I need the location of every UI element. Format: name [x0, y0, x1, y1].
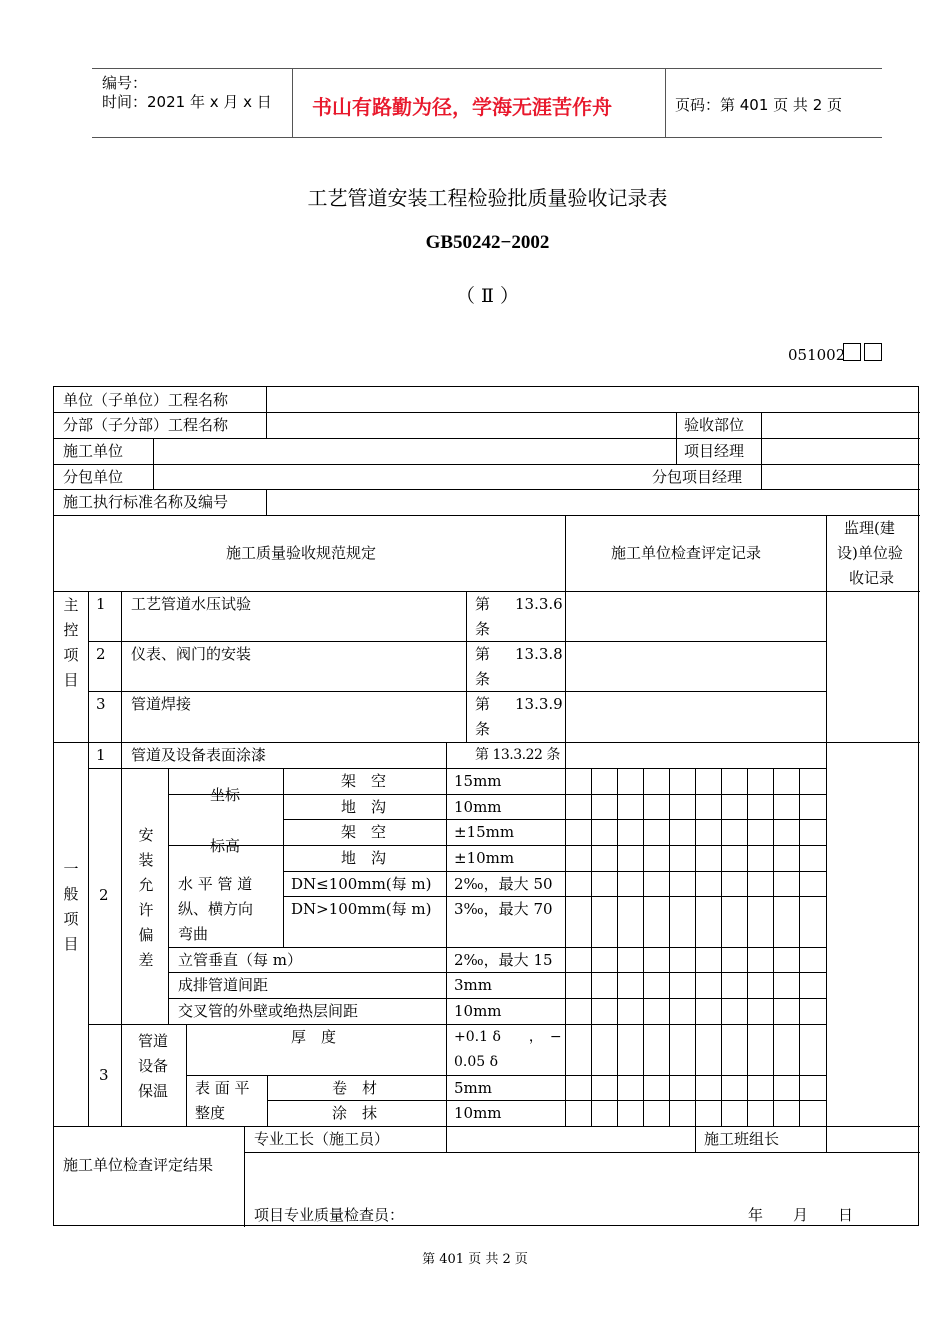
number-label: 编号：: [102, 74, 148, 92]
page-label: 页码：第 401 页 共 2 页: [675, 96, 843, 114]
dn-large-value: 3‰，最大 70: [454, 900, 553, 918]
main-row-2-clause-a: 第: [475, 645, 491, 663]
thickness-label: 厚 度: [291, 1028, 337, 1046]
grid-column-line: [721, 768, 722, 1126]
result-label: 施工单位检查评定结果: [63, 1156, 214, 1174]
supervisor-header-1: 监理(建: [844, 519, 895, 537]
grid-column-line: [591, 768, 592, 1126]
sub-pm-label: 分包项目经理: [652, 468, 743, 486]
main-row-3-clause-c: 条: [475, 720, 491, 738]
grid-column-line: [695, 768, 696, 1126]
subcontractor-label: 分包单位: [63, 468, 124, 486]
grid-column-line: [669, 768, 670, 1126]
doc-code: GB50242−2002: [425, 232, 550, 253]
team-label: 施工班组长: [704, 1130, 780, 1148]
main-row-3-name: 管道焊接: [131, 695, 192, 713]
dn-large-label: DN>100mm(每 m): [291, 900, 432, 918]
foreman-label: 专业工长（施工员）: [254, 1130, 390, 1148]
cross-label: 交叉管的外壁或绝热层间距: [178, 1002, 359, 1020]
elev-label: 标高: [210, 837, 241, 855]
general-row-1-no: 1: [96, 746, 106, 764]
doc-title: 工艺管道安装工程检验批质量验收记录表: [307, 186, 668, 210]
coord-overhead-value: 15mm: [454, 772, 502, 790]
grid-column-line: [617, 768, 618, 1126]
main-row-1-clause-a: 第: [475, 595, 491, 613]
vertical-label: 立管垂直（每 m）: [178, 951, 302, 969]
form-number-box-1[interactable]: [843, 343, 861, 361]
sub-name-label: 分部（子分部）工程名称: [63, 416, 229, 434]
coat-label: 涂 抹: [332, 1104, 378, 1122]
main-row-2-clause-c: 条: [475, 670, 491, 688]
main-group-label: 主 控 项 目: [63, 596, 79, 689]
header-motto-cell: [292, 69, 666, 137]
main-row-1-no: 1: [96, 595, 106, 613]
coord-label: 坐标: [210, 786, 241, 804]
page-footer: 第 401 页 共 2 页: [422, 1252, 528, 1267]
elev-trench-value: ±10mm: [454, 849, 515, 867]
spec-header: 施工质量验收规范规定: [226, 544, 377, 562]
general-group-label: 一 般 项 目: [63, 860, 79, 953]
elev-overhead-label: 架 空: [341, 823, 387, 841]
coat-value: 10mm: [454, 1104, 502, 1122]
dn-small-label: DN≤100mm(每 m): [291, 875, 432, 893]
thickness-value-2: 0.05 δ: [454, 1054, 499, 1070]
coord-trench-label: 地 沟: [341, 798, 387, 816]
supervisor-header-3: 收记录: [849, 569, 895, 587]
motto: 书山有路勤为径，学海无涯苦作舟: [312, 95, 612, 119]
vertical-value: 2‰，最大 15: [454, 951, 553, 969]
roll-value: 5mm: [454, 1079, 492, 1097]
inspector-label: 项目专业质量检查员：: [254, 1206, 405, 1224]
form-number-box-2[interactable]: [864, 343, 882, 361]
flat-label-1: 表 面 平: [195, 1079, 250, 1097]
grid-column-line: [799, 768, 800, 1126]
flat-label-2: 整度: [195, 1104, 226, 1122]
main-row-3-clause-a: 第: [475, 695, 491, 713]
time-label: 时间：2021 年 x 月 x 日: [102, 93, 272, 111]
grid-column-line: [773, 768, 774, 1126]
accept-part-label: 验收部位: [684, 416, 745, 434]
bend-label-2: 纵、横方向: [178, 900, 254, 918]
main-row-3-clause-b: 13.3.9: [515, 695, 563, 713]
spacing-value: 3mm: [454, 976, 492, 994]
roll-label: 卷 材: [332, 1079, 378, 1097]
doc-part: （ Ⅱ ）: [456, 285, 519, 307]
dn-small-value: 2‰，最大 50: [454, 875, 553, 893]
spacing-label: 成排管道间距: [178, 976, 269, 994]
check-header: 施工单位检查评定记录: [611, 544, 762, 562]
general-row-1-clause: 第 13.3.22 条: [475, 747, 560, 763]
elev-overhead-value: ±15mm: [454, 823, 515, 841]
inspection-table: [53, 386, 919, 1226]
main-row-3-no: 3: [96, 695, 106, 713]
result-date: 年 月 日: [748, 1206, 854, 1224]
header-page-cell: [665, 69, 882, 137]
general-row-1-name: 管道及设备表面涂漆: [131, 746, 267, 764]
main-row-2-name: 仪表、阀门的安装: [131, 645, 252, 663]
coord-overhead-label: 架 空: [341, 772, 387, 790]
standard-label: 施工执行标准名称及编号: [63, 493, 229, 511]
general-row-3-no: 3: [99, 1066, 109, 1084]
main-row-1-clause-c: 条: [475, 620, 491, 638]
main-row-1-clause-b: 13.3.6: [515, 595, 563, 613]
grid-column-line: [747, 768, 748, 1126]
unit-name-label: 单位（子单位）工程名称: [63, 391, 229, 409]
general-row-2-no: 2: [99, 886, 109, 904]
pm-label: 项目经理: [684, 442, 745, 460]
main-row-1-name: 工艺管道水压试验: [131, 595, 252, 613]
supervisor-header-2: 设)单位验: [837, 544, 903, 562]
main-row-2-clause-b: 13.3.8: [515, 645, 563, 663]
header-meta: [92, 69, 293, 137]
thickness-value-1: +0.1 δ ， −: [454, 1029, 562, 1045]
install-deviation-label: 安 装 允 许 偏 差: [138, 826, 154, 969]
page-header: [92, 68, 882, 138]
coord-trench-value: 10mm: [454, 798, 502, 816]
grid-column-line: [565, 768, 566, 1126]
bend-label-3: 弯曲: [178, 925, 209, 943]
cross-value: 10mm: [454, 1002, 502, 1020]
elev-trench-label: 地 沟: [341, 849, 387, 867]
form-number: 051002: [788, 346, 846, 364]
contractor-label: 施工单位: [63, 442, 124, 460]
insulation-label: 管道 设备 保温: [138, 1032, 169, 1100]
grid-column-line: [643, 768, 644, 1126]
bend-label-1: 水 平 管 道: [178, 875, 253, 893]
main-row-2-no: 2: [96, 645, 106, 663]
